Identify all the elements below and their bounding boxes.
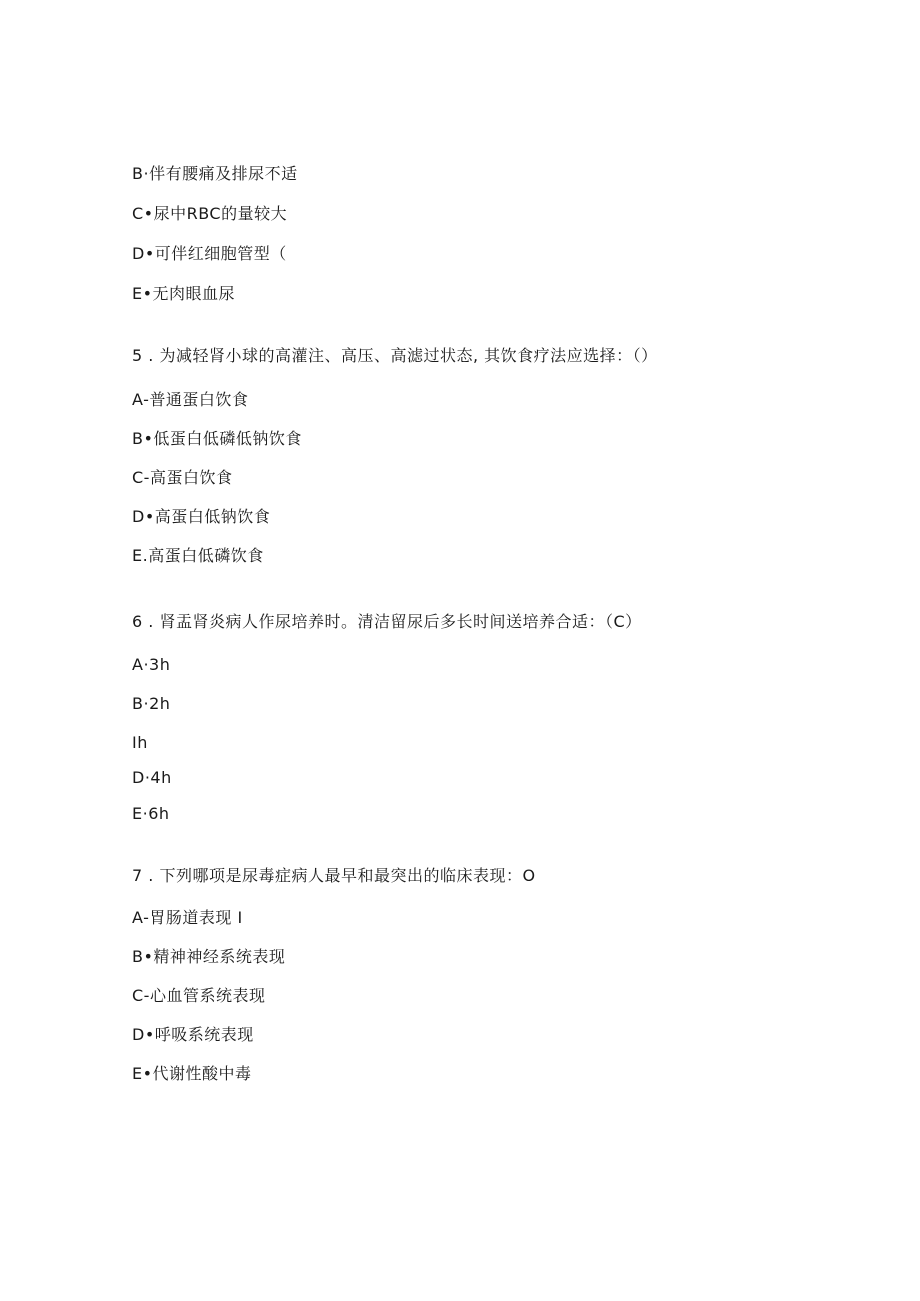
option-7a: A-胃肠道表现 I bbox=[132, 908, 243, 927]
option-5d: D•高蛋白低钠饮食 bbox=[132, 507, 271, 526]
option-7e: E•代谢性酸中毒 bbox=[132, 1064, 252, 1083]
option-7c: C-心血管系统表现 bbox=[132, 986, 266, 1005]
option-7b: B•精神神经系统表现 bbox=[132, 947, 286, 966]
question-6-stem: 6 . 肾盂肾炎病人作尿培养时。清洁留尿后多长时间送培养合适：（C） bbox=[132, 612, 642, 631]
option-4c: C•尿中RBC的量较大 bbox=[132, 204, 288, 223]
option-7d: D•呼吸系统表现 bbox=[132, 1025, 254, 1044]
option-4b: B·伴有腰痛及排尿不适 bbox=[132, 164, 298, 183]
option-4d: D•可伴红细胞管型（ bbox=[132, 244, 287, 263]
option-5a: A-普通蛋白饮食 bbox=[132, 390, 249, 409]
option-5e: E.高蛋白低磷饮食 bbox=[132, 546, 264, 565]
option-4e: E•无肉眼血尿 bbox=[132, 284, 236, 303]
option-6a: A·3h bbox=[132, 655, 171, 674]
option-5c: C-高蛋白饮食 bbox=[132, 468, 233, 487]
option-6e: E·6h bbox=[132, 804, 170, 823]
option-6c: Ih bbox=[132, 733, 148, 752]
question-7-stem: 7 . 下列哪项是尿毒症病人最早和最突出的临床表现：O bbox=[132, 866, 536, 885]
option-6b: B·2h bbox=[132, 694, 171, 713]
option-6d: D·4h bbox=[132, 768, 172, 787]
option-5b: B•低蛋白低磷低钠饮食 bbox=[132, 429, 302, 448]
question-5-stem: 5 . 为减轻肾小球的高灌注、高压、高滤过状态, 其饮食疗法应选择：（） bbox=[132, 346, 658, 365]
